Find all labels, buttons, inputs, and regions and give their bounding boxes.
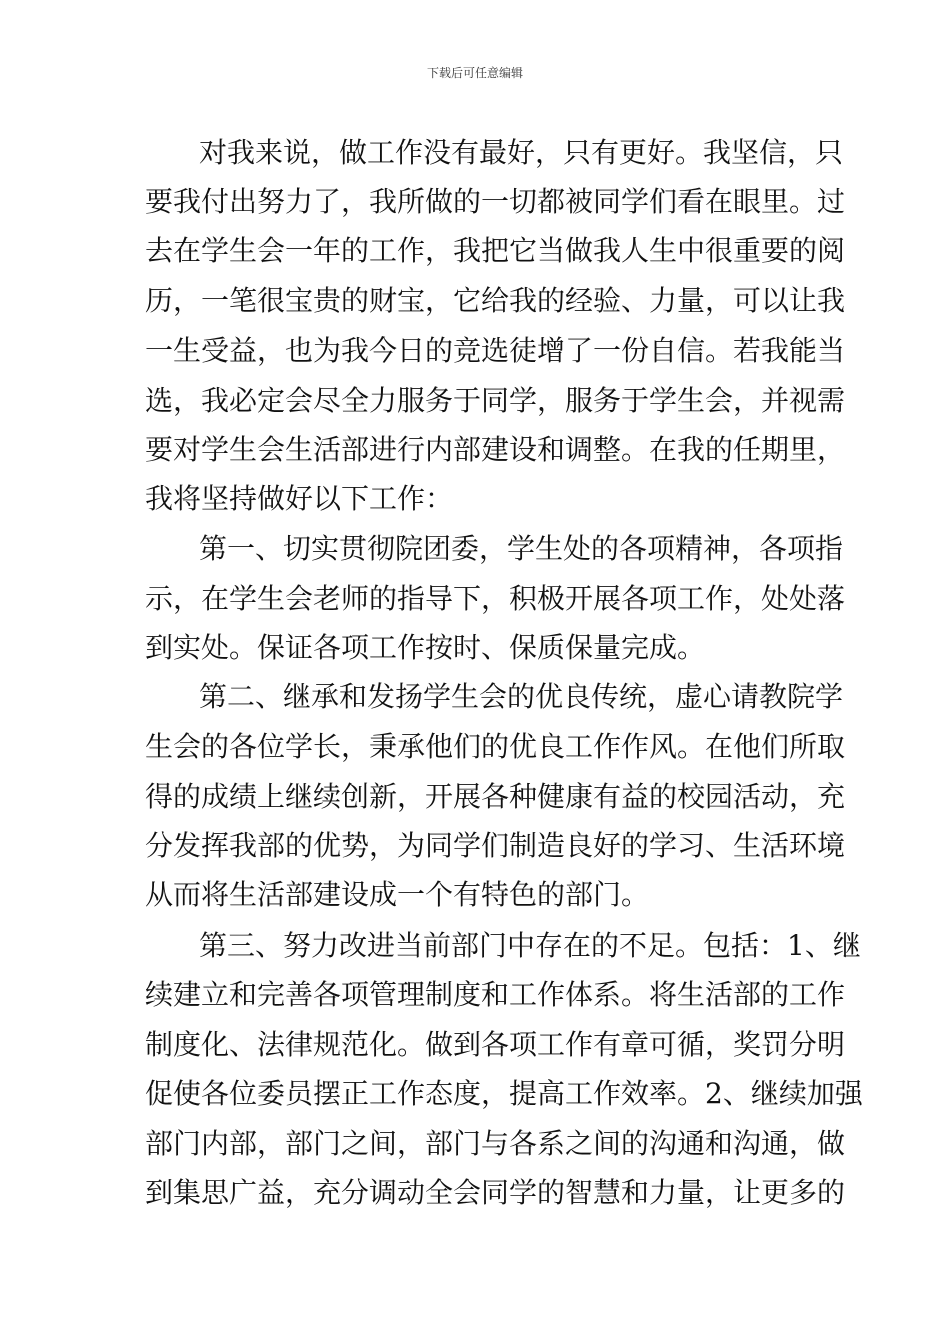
text-line: 去在学生会一年的工作，我把它当做我人生中很重要的阅 bbox=[145, 234, 846, 267]
text-line: 一生受益，也为我今日的竞选徒增了一份自信。若我能当 bbox=[145, 334, 846, 367]
text-line: 要我付出努力了，我所做的一切都被同学们看在眼里。过 bbox=[145, 185, 846, 218]
text-line: 第二、继承和发扬学生会的优良传统，虚心请教院学 bbox=[199, 680, 844, 713]
text-line: 要对学生会生活部进行内部建设和调整。在我的任期里， bbox=[145, 433, 846, 466]
text-line: 生会的各位学长，秉承他们的优良工作作风。在他们所取 bbox=[145, 730, 846, 763]
text-line: 分发挥我部的优势，为同学们制造良好的学习、生活环境 bbox=[145, 829, 846, 862]
text-line: 示，在学生会老师的指导下，积极开展各项工作，处处落 bbox=[145, 582, 846, 615]
text-line: 到集思广益，充分调动全会同学的智慧和力量，让更多的 bbox=[145, 1176, 846, 1209]
text-line: 选，我必定会尽全力服务于同学，服务于学生会，并视需 bbox=[145, 384, 846, 417]
text-line: 从而将生活部建设成一个有特色的部门。 bbox=[145, 878, 650, 911]
text-line: 历，一笔很宝贵的财宝，它给我的经验、力量，可以让我 bbox=[145, 284, 846, 317]
text-line: 续建立和完善各项管理制度和工作体系。将生活部的工作 bbox=[145, 978, 846, 1011]
text-line: 得的成绩上继续创新，开展各种健康有益的校园活动，充 bbox=[145, 780, 846, 813]
text-line: 制度化、法律规范化。做到各项工作有章可循，奖罚分明 bbox=[145, 1028, 846, 1061]
text-line: 对我来说，做工作没有最好，只有更好。我坚信，只 bbox=[199, 136, 844, 169]
text-line: 促使各位委员摆正工作态度，提高工作效率。2、继续加强 bbox=[145, 1077, 863, 1110]
text-line: 第三、努力改进当前部门中存在的不足。包括：1、继 bbox=[199, 929, 861, 962]
text-line: 到实处。保证各项工作按时、保质保量完成。 bbox=[145, 631, 706, 664]
text-line: 我将坚持做好以下工作： bbox=[145, 482, 454, 515]
text-line: 第一、切实贯彻院团委，学生处的各项精神，各项指 bbox=[199, 532, 844, 565]
page-header-note: 下载后可任意编辑 bbox=[426, 66, 523, 80]
text-line: 部门内部，部门之间，部门与各系之间的沟通和沟通，做 bbox=[145, 1127, 846, 1160]
